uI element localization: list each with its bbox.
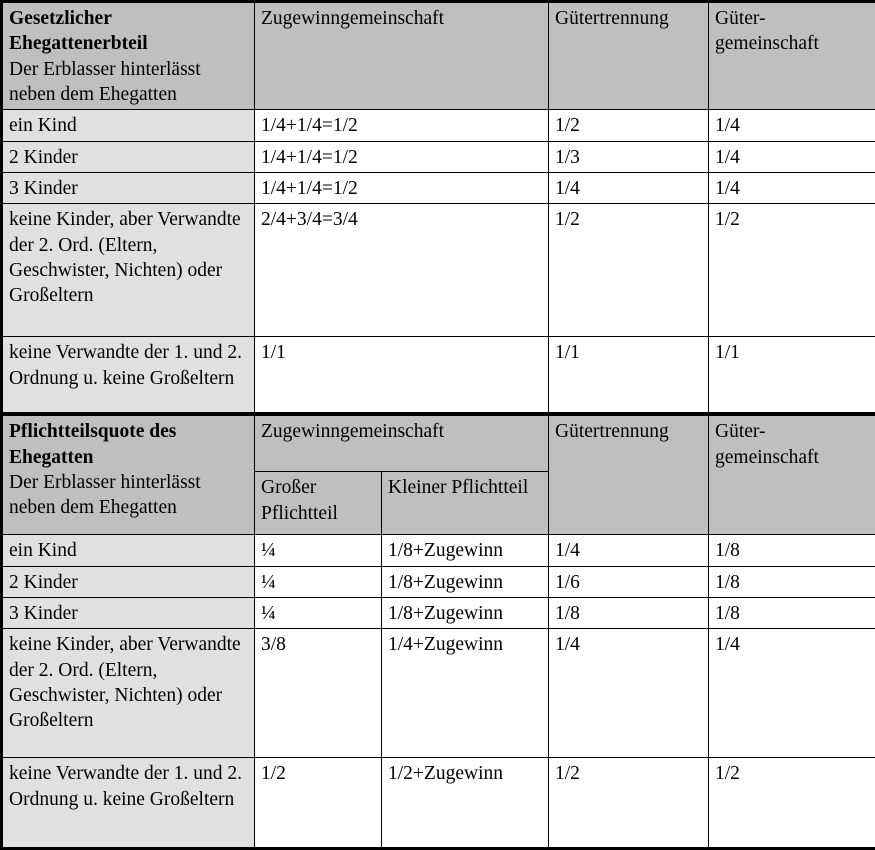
table2-cell-kleiner: 1/8+Zugewinn xyxy=(382,598,549,629)
table2-col-zugewinngemeinschaft: Zugewinngemeinschaft xyxy=(255,415,549,472)
table2-col-kleiner-pflichtteil: Kleiner Pflichtteil xyxy=(382,472,549,535)
table1-row-label: ein Kind xyxy=(2,110,255,141)
table2-row-label: ein Kind xyxy=(2,535,255,566)
table2-cell-guetertrennung: 1/2 xyxy=(549,758,709,849)
table2-cell-grosser: ¼ xyxy=(255,535,382,566)
table1-col-zugewinngemeinschaft: Zugewinngemeinschaft xyxy=(255,2,549,110)
table-row xyxy=(2,141,875,172)
table1-col-guetertrennung: Gütertrennung xyxy=(549,2,709,110)
table2-row-label: keine Kinder, aber Verwandte der 2. Ord. (Eltern, Geschwister, Nichten) oder Großeltern xyxy=(2,629,255,758)
table1-header-label xyxy=(2,2,255,110)
table-row xyxy=(2,173,875,204)
table1-header-title: Gesetzlicher Ehegattenerbteil xyxy=(9,6,248,57)
table2-cell-grosser: 3/8 xyxy=(255,629,382,758)
table1-row-label: 2 Kinder xyxy=(2,141,255,172)
table2-row-label: 2 Kinder xyxy=(2,566,255,597)
table2-col-guetertrennung: Gütertrennung xyxy=(549,415,709,535)
table-row xyxy=(2,535,875,566)
table1-header xyxy=(2,2,875,110)
table1-cell-guetertrennung: 1/3 xyxy=(549,141,709,172)
table2-header-subtitle: Der Erblasser hinterlässt neben dem Ehegatten xyxy=(9,470,248,521)
table2-header-row-top xyxy=(2,415,875,472)
table-row xyxy=(2,337,875,413)
table2-col-grosser-pflichtteil: Großer Pflichtteil xyxy=(255,472,382,535)
table2-cell-guetergemeinschaft: 1/8 xyxy=(709,535,875,566)
table2-cell-guetertrennung: 1/4 xyxy=(549,535,709,566)
table1-cell-guetergemeinschaft: 1/4 xyxy=(709,173,875,204)
table2-cell-kleiner: 1/2+Zugewinn xyxy=(382,758,549,849)
table-row xyxy=(2,110,875,141)
table1-row-label: 3 Kinder xyxy=(2,173,255,204)
table1-cell-guetergemeinschaft: 1/1 xyxy=(709,337,875,413)
table1-cell-guetertrennung: 1/2 xyxy=(549,110,709,141)
table2-body xyxy=(2,535,875,849)
table2-cell-guetergemeinschaft: 1/8 xyxy=(709,566,875,597)
table2-header-label xyxy=(2,415,255,535)
table1-cell-guetergemeinschaft: 1/2 xyxy=(709,204,875,337)
table2-header-title: Pflichtteilsquote des Ehegatten xyxy=(9,419,248,470)
table-row xyxy=(2,204,875,337)
table1-cell-guetertrennung: 1/2 xyxy=(549,204,709,337)
table1-body xyxy=(2,110,875,413)
table2-cell-kleiner: 1/4+Zugewinn xyxy=(382,629,549,758)
table1-cell-zugewinn: 1/1 xyxy=(255,337,549,413)
table2-cell-guetergemeinschaft: 1/8 xyxy=(709,598,875,629)
table1-cell-guetergemeinschaft: 1/4 xyxy=(709,141,875,172)
table-row xyxy=(2,598,875,629)
table1-cell-guetertrennung: 1/1 xyxy=(549,337,709,413)
table1-cell-zugewinn: 1/4+1/4=1/2 xyxy=(255,141,549,172)
table2-cell-grosser: ¼ xyxy=(255,598,382,629)
table1-col-guetergemeinschaft: Güter-gemeinschaft xyxy=(709,2,875,110)
table2-cell-guetertrennung: 1/6 xyxy=(549,566,709,597)
inheritance-share-table xyxy=(0,0,875,413)
table2-cell-guetergemeinschaft: 1/4 xyxy=(709,629,875,758)
table1-cell-guetergemeinschaft: 1/4 xyxy=(709,110,875,141)
table2-cell-grosser: ¼ xyxy=(255,566,382,597)
table1-header-row xyxy=(2,2,875,110)
table2-cell-guetergemeinschaft: 1/2 xyxy=(709,758,875,849)
table2-col-guetergemeinschaft: Güter-gemeinschaft xyxy=(709,415,875,535)
table1-cell-zugewinn: 2/4+3/4=3/4 xyxy=(255,204,549,337)
compulsory-share-table xyxy=(0,413,875,850)
table2-header xyxy=(2,415,875,535)
table1-cell-zugewinn: 1/4+1/4=1/2 xyxy=(255,173,549,204)
table1-cell-zugewinn: 1/4+1/4=1/2 xyxy=(255,110,549,141)
table-row xyxy=(2,566,875,597)
table2-cell-guetertrennung: 1/4 xyxy=(549,629,709,758)
table2-cell-guetertrennung: 1/8 xyxy=(549,598,709,629)
table-row xyxy=(2,629,875,758)
table-row xyxy=(2,758,875,849)
table1-row-label: keine Verwandte der 1. und 2. Ordnung u. keine Großeltern xyxy=(2,337,255,413)
table2-cell-grosser: 1/2 xyxy=(255,758,382,849)
table2-cell-kleiner: 1/8+Zugewinn xyxy=(382,566,549,597)
table2-row-label: keine Verwandte der 1. und 2. Ordnung u. keine Großeltern xyxy=(2,758,255,849)
table1-header-subtitle: Der Erblasser hinterlässt neben dem Ehegatten xyxy=(9,57,248,108)
table1-row-label: keine Kinder, aber Verwandte der 2. Ord. (Eltern, Geschwister, Nichten) oder Großeltern xyxy=(2,204,255,337)
table2-cell-kleiner: 1/8+Zugewinn xyxy=(382,535,549,566)
table2-row-label: 3 Kinder xyxy=(2,598,255,629)
table1-cell-guetertrennung: 1/4 xyxy=(549,173,709,204)
